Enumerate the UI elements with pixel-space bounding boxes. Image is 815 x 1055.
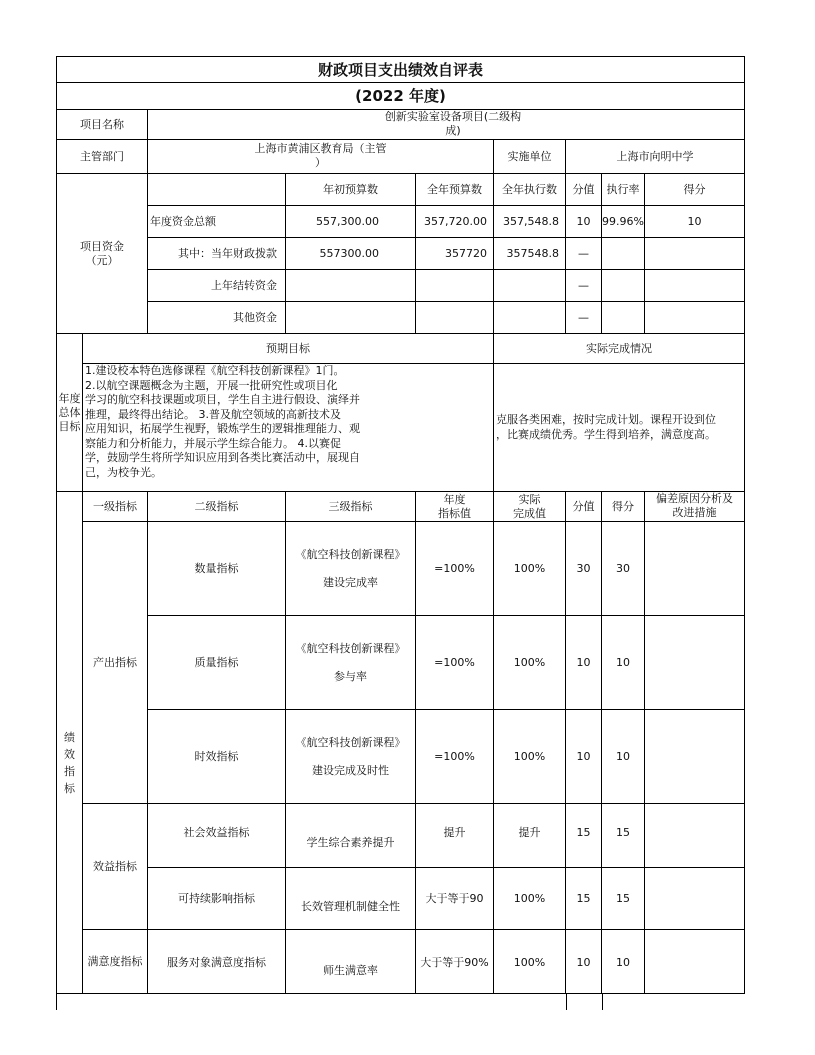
table-border-fragment <box>602 994 603 1010</box>
fund-row-initial: 557,300.00 <box>286 206 416 238</box>
ind-header-l1: 一级指标 <box>83 492 148 522</box>
ind-row-actual: 100% <box>494 522 566 616</box>
fund-row-score-value: 10 <box>566 206 602 238</box>
ind-row-l3: 师生满意率 <box>286 930 416 994</box>
table-year: (2022 年度) <box>56 83 745 110</box>
ind-row-deviation <box>645 804 745 868</box>
fund-row-executed <box>494 270 566 302</box>
project-name-label: 项目名称 <box>56 110 148 140</box>
ind-row-l2: 社会效益指标 <box>148 804 286 868</box>
fund-row-score <box>645 270 745 302</box>
fund-row-annual: 357,720.00 <box>416 206 494 238</box>
ind-row-score-value: 10 <box>566 616 602 710</box>
ind-row-deviation <box>645 868 745 930</box>
fund-row-annual <box>416 270 494 302</box>
funds-header-blank <box>148 174 286 206</box>
ind-row-actual: 100% <box>494 616 566 710</box>
funds-header-executed: 全年执行数 <box>494 174 566 206</box>
funds-header-score-value: 分值 <box>566 174 602 206</box>
funds-label: 项目资金 （元） <box>56 174 148 334</box>
ind-row-actual: 提升 <box>494 804 566 868</box>
ind-row-target: =100% <box>416 710 494 804</box>
ind-row-score-value: 15 <box>566 804 602 868</box>
goals-actual-text: 克服各类困难，按时完成计划。课程开设到位 ，比赛成绩优秀。学生得到培养，满意度高。 <box>494 364 745 492</box>
unit-label: 实施单位 <box>494 140 566 174</box>
table-border-fragment <box>56 994 57 1010</box>
ind-header-score: 得分 <box>602 492 645 522</box>
ind-row-score-value: 10 <box>566 930 602 994</box>
fund-row-name: 其他资金 <box>148 302 286 334</box>
fund-row-name: 上年结转资金 <box>148 270 286 302</box>
fund-row-initial <box>286 302 416 334</box>
dept-label: 主管部门 <box>56 140 148 174</box>
fund-row-rate <box>602 302 645 334</box>
fund-row-executed: 357548.8 <box>494 238 566 270</box>
ind-row-target: 大于等于90% <box>416 930 494 994</box>
ind-header-deviation: 偏差原因分析及 改进措施 <box>645 492 745 522</box>
fund-row-score-value: — <box>566 238 602 270</box>
ind-row-target: 提升 <box>416 804 494 868</box>
ind-row-score: 30 <box>602 522 645 616</box>
ind-row-l3: 《航空科技创新课程》 建设完成及时性 <box>286 710 416 804</box>
l1-benefit: 效益指标 <box>83 804 148 930</box>
ind-header-score-value: 分值 <box>566 492 602 522</box>
fund-row-initial: 557300.00 <box>286 238 416 270</box>
fund-row-rate: 99.96% <box>602 206 645 238</box>
fund-row-rate <box>602 270 645 302</box>
funds-header-annual: 全年预算数 <box>416 174 494 206</box>
goals-actual-header: 实际完成情况 <box>494 334 745 364</box>
ind-row-score: 10 <box>602 930 645 994</box>
fund-row-executed: 357,548.8 <box>494 206 566 238</box>
fund-row-score <box>645 238 745 270</box>
ind-row-l3: 《航空科技创新课程》 建设完成率 <box>286 522 416 616</box>
fund-row-score-value: — <box>566 302 602 334</box>
fund-row-score-value: — <box>566 270 602 302</box>
l1-output: 产出指标 <box>83 522 148 804</box>
ind-row-actual: 100% <box>494 930 566 994</box>
indicators-label: 绩 效 指 标 <box>56 492 83 994</box>
ind-row-score: 10 <box>602 710 645 804</box>
funds-header-initial: 年初预算数 <box>286 174 416 206</box>
project-name-value <box>148 110 745 140</box>
ind-row-score: 15 <box>602 804 645 868</box>
table-border-fragment <box>566 994 567 1010</box>
ind-row-target: =100% <box>416 522 494 616</box>
fund-row-executed <box>494 302 566 334</box>
ind-row-actual: 100% <box>494 710 566 804</box>
ind-row-l2: 服务对象满意度指标 <box>148 930 286 994</box>
ind-row-l2: 时效指标 <box>148 710 286 804</box>
ind-row-deviation <box>645 930 745 994</box>
ind-row-score: 15 <box>602 868 645 930</box>
fund-row-score: 10 <box>645 206 745 238</box>
table-title: 财政项目支出绩效自评表 <box>56 56 745 83</box>
project-name-text: 创新实验室设备项目(二级构 成) <box>384 110 522 137</box>
funds-header-score: 得分 <box>645 174 745 206</box>
fund-row-annual <box>416 302 494 334</box>
ind-row-deviation <box>645 522 745 616</box>
ind-row-score-value: 10 <box>566 710 602 804</box>
goals-label: 年度 总体 目标 <box>56 334 83 492</box>
ind-header-target: 年度 指标值 <box>416 492 494 522</box>
l1-satisfaction: 满意度指标 <box>83 930 148 994</box>
ind-row-actual: 100% <box>494 868 566 930</box>
unit-value: 上海市向明中学 <box>566 140 745 174</box>
funds-header-rate: 执行率 <box>602 174 645 206</box>
goals-expected-text: 1.建设校本特色选修课程《航空科技创新课程》1门。 2.以航空课题概念为主题，开展一批研究性或项目化 学习的航空科技课题或项目，学生自主进行假设、演绎并 推理，最终得出结论。 3.普及航空领域的高新技术及 应用知识，拓展学生视野，锻炼学生的逻辑推理能力、观 察能力和分析能力，并展示学生综合能力。 4.以赛促 学，鼓励学生将所学知识应用到各类比赛活动中，展现自 己，为校争光。 <box>83 364 494 492</box>
goals-expected-header: 预期目标 <box>83 334 494 364</box>
fund-row-score <box>645 302 745 334</box>
ind-row-l3: 学生综合素养提升 <box>286 804 416 868</box>
ind-row-l2: 可持续影响指标 <box>148 868 286 930</box>
ind-row-deviation <box>645 710 745 804</box>
fund-row-name: 年度资金总额 <box>148 206 286 238</box>
ind-row-target: =100% <box>416 616 494 710</box>
fund-row-name: 其中：当年财政拨款 <box>148 238 286 270</box>
dept-value: 上海市黄浦区教育局（主管 ） <box>148 140 494 174</box>
ind-row-l3: 长效管理机制健全性 <box>286 868 416 930</box>
ind-header-l2: 二级指标 <box>148 492 286 522</box>
ind-header-l3: 三级指标 <box>286 492 416 522</box>
ind-row-target: 大于等于90 <box>416 868 494 930</box>
ind-row-l2: 数量指标 <box>148 522 286 616</box>
fund-row-initial <box>286 270 416 302</box>
ind-row-l2: 质量指标 <box>148 616 286 710</box>
ind-row-deviation <box>645 616 745 710</box>
ind-row-score-value: 30 <box>566 522 602 616</box>
ind-row-score-value: 15 <box>566 868 602 930</box>
ind-header-actual: 实际 完成值 <box>494 492 566 522</box>
fund-row-annual: 357720 <box>416 238 494 270</box>
ind-row-l3: 《航空科技创新课程》 参与率 <box>286 616 416 710</box>
fund-row-rate <box>602 238 645 270</box>
ind-row-score: 10 <box>602 616 645 710</box>
